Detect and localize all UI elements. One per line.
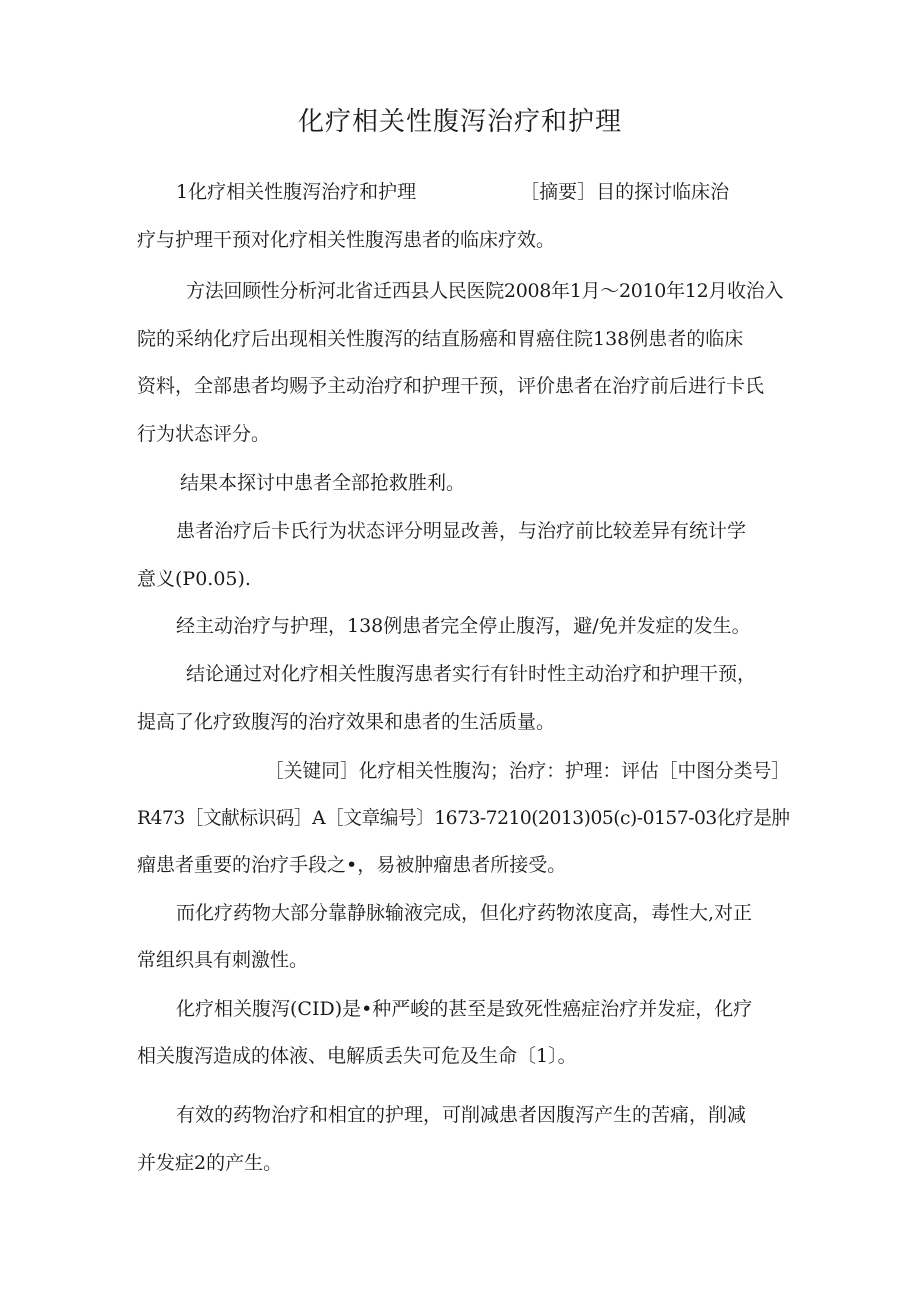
paragraph-2-line-3: 资料，全部患者均赐予主动治疗和护理干预，评价患者在治疗前后进行卡氏	[137, 375, 765, 397]
paragraph-2-line-2: 院的采纳化疗后出现相关性腹泻的结直肠癌和胃癌住院138例患者的临床	[137, 328, 744, 350]
paragraph-8-line-2: 常组织具有刺激性。	[137, 949, 309, 971]
paragraph-10-line-2: 并发症2的产生。	[137, 1152, 283, 1174]
paragraph-7-line-2: R473［文献标识码］A［文章编号〕1673-7210(2013)05(c)-0157-03化疗是肿	[137, 807, 790, 829]
paragraph-4-line-1: 患者治疗后卡氏行为状态评分明显改善，与治疗前比较差异有统计学	[176, 520, 747, 542]
abstract-purpose-start: ［摘要］目的探讨临床治	[520, 181, 730, 203]
paragraph-10-line-1: 有效的药物治疗和相宜的护理，可削减患者因腹泻产生的苦痛，削减	[176, 1104, 747, 1126]
paragraph-6-line-1: 结论通过对化疗相关性腹泻患者实行有针时性主动治疗和护理干预，	[186, 663, 757, 685]
paragraph-5-line-1: 经主动治疗与护理，138例患者完全停止腹泻，避/免并发症的发生。	[176, 615, 751, 637]
paragraph-2-line-4: 行为状态评分。	[137, 423, 271, 445]
paragraph-4-line-2: 意义(P0.05).	[137, 568, 251, 590]
paragraph-9-line-2: 相关腹泻造成的体液、电解质丢失可危及生命〔1〕。	[137, 1045, 577, 1067]
section-heading: 1化疗相关性腹泻治疗和护理	[176, 181, 417, 203]
paragraph-8-line-1: 而化疗药物大部分靠静脉输液完成，但化疗药物浓度高，毒性大,对正	[176, 902, 753, 924]
paragraph-7-line-3: 瘤患者重要的治疗手段之•，易被肿瘤患者所接受。	[137, 854, 567, 876]
document-title: 化疗相关性腹泻治疗和护理	[297, 107, 622, 137]
paragraph-1-line-1	[176, 178, 729, 206]
paragraph-2-line-1: 方法回顾性分析河北省迁西县人民医院2008年1月～2010年12月收治入	[186, 280, 784, 302]
paragraph-9-line-1: 化疗相关腹泻(CID)是•种严峻的甚至是致死性癌症治疗并发症，化疗	[176, 998, 753, 1020]
paragraph-1-line-2: 疗与护理干预对化疗相关性腹泻患者的临床疗效。	[137, 229, 556, 251]
paragraph-7-line-1: ［关键同］化疗相关性腹沟；治疗：护理：评估［中图分类号］	[265, 760, 790, 782]
paragraph-3-line-1: 结果本探讨中患者全部抢救胜利。	[180, 472, 466, 494]
paragraph-6-line-2: 提高了化疗致腹泻的治疗效果和患者的生活质量。	[137, 711, 556, 733]
